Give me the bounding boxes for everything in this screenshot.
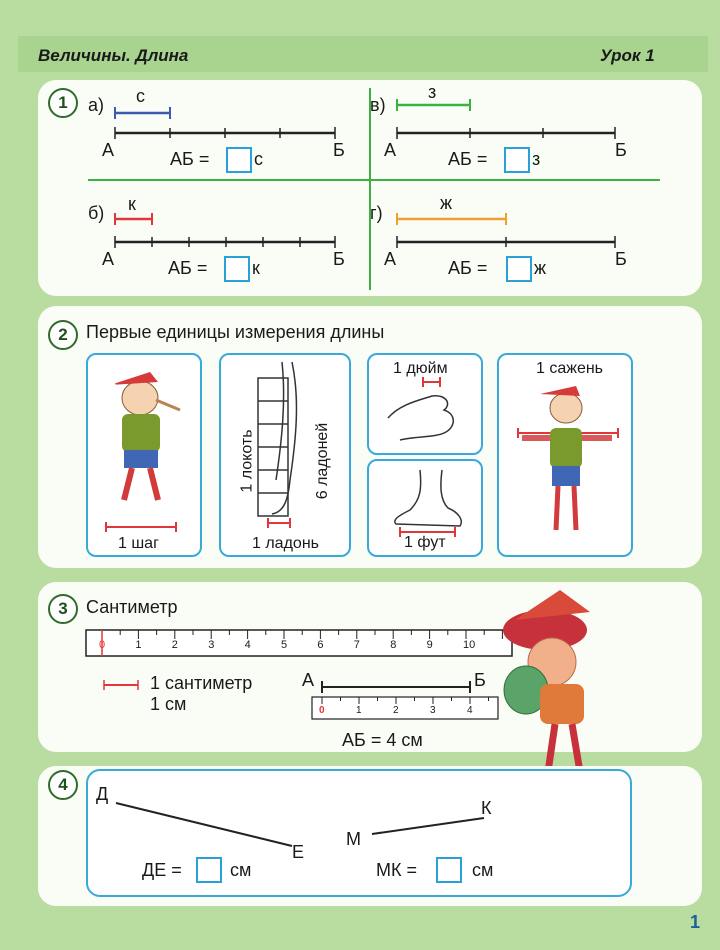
label-foot: 1 фут bbox=[404, 534, 446, 551]
task4-answer-mk[interactable] bbox=[436, 857, 462, 883]
task1v-point-b: Б bbox=[615, 140, 627, 160]
ruler-tick-label: 0 bbox=[99, 639, 106, 651]
task3-point-a: А bbox=[302, 670, 315, 690]
task1b-point-b: Б bbox=[333, 249, 345, 269]
point-d: Д bbox=[96, 784, 109, 804]
ruler-tick-label: 5 bbox=[281, 639, 288, 651]
legend-cm-short: 1 см bbox=[150, 694, 187, 714]
task1b-point-a: А bbox=[102, 249, 115, 269]
small-ruler-tick-label: 1 bbox=[356, 705, 362, 716]
label-elbow: 1 локоть bbox=[238, 429, 256, 493]
task1-number: 1 bbox=[48, 88, 78, 118]
task1a-seg-label: с bbox=[136, 86, 145, 106]
task1v-label: в) bbox=[370, 95, 386, 115]
task1a-point-a: А bbox=[102, 140, 115, 160]
label-palms: 6 ладоней bbox=[314, 422, 332, 500]
task4-number: 4 bbox=[48, 770, 78, 800]
small-ruler-tick-label: 3 bbox=[430, 705, 436, 716]
task1b-unit: к bbox=[252, 258, 260, 278]
task1v-unit: з bbox=[532, 149, 541, 169]
task1a-unit: с bbox=[254, 149, 263, 169]
task1a-point-b: Б bbox=[333, 140, 345, 160]
task1b-label: б) bbox=[88, 203, 105, 223]
small-ruler-tick-label: 0 bbox=[319, 705, 325, 716]
task1v-eq: АБ = bbox=[448, 149, 488, 169]
point-e: Е bbox=[292, 842, 305, 862]
ruler-tick-label: 6 bbox=[317, 639, 324, 651]
label-inch: 1 дюйм bbox=[393, 360, 448, 377]
point-k: К bbox=[481, 798, 492, 818]
task3-point-b: Б bbox=[474, 670, 486, 690]
task4-answer-de[interactable] bbox=[196, 857, 222, 883]
legend-cm-long: 1 сантиметр bbox=[150, 673, 253, 693]
task1g-point-a: А bbox=[384, 249, 397, 269]
page-title: Величины. Длина bbox=[38, 46, 189, 65]
task1g-eq: АБ = bbox=[448, 258, 488, 278]
task1g-unit: ж bbox=[534, 258, 547, 278]
task2-number: 2 bbox=[48, 320, 78, 350]
page-number: 1 bbox=[690, 912, 701, 932]
task4-eq1: ДЕ = bbox=[142, 860, 182, 880]
task3-title: Сантиметр bbox=[86, 597, 178, 617]
task1v-point-a: А bbox=[384, 140, 397, 160]
ruler-tick-label: 2 bbox=[171, 639, 178, 651]
task3-number: 3 bbox=[48, 594, 78, 624]
task1a-label: а) bbox=[88, 95, 105, 115]
task1b-eq: АБ = bbox=[168, 258, 208, 278]
task3-result: АБ = 4 см bbox=[342, 730, 423, 750]
task4-unit2: см bbox=[472, 860, 494, 880]
task1v-seg-label: з bbox=[428, 82, 437, 102]
lesson-label: Урок 1 bbox=[600, 46, 655, 65]
task1b-seg-label: к bbox=[128, 194, 136, 214]
point-m: М bbox=[346, 829, 361, 849]
task4-unit1: см bbox=[230, 860, 252, 880]
task2-title: Первые единицы измерения длины bbox=[86, 322, 385, 342]
ruler-tick-label: 4 bbox=[244, 639, 251, 651]
ruler-tick-label: 1 bbox=[135, 639, 142, 651]
segment-de bbox=[116, 803, 292, 846]
task1g-label: г) bbox=[370, 203, 383, 223]
task4-eq2: МК = bbox=[376, 860, 417, 880]
ruler-tick-label: 3 bbox=[208, 639, 215, 651]
label-step: 1 шаг bbox=[118, 535, 159, 552]
task1a-eq: АБ = bbox=[170, 149, 210, 169]
task1g-point-b: Б bbox=[615, 249, 627, 269]
label-sazhen: 1 сажень bbox=[536, 360, 604, 377]
ruler-tick-label: 9 bbox=[426, 639, 433, 651]
label-palm: 1 ладонь bbox=[252, 535, 319, 552]
small-ruler-tick-label: 2 bbox=[393, 705, 399, 716]
task1g-seg-label: ж bbox=[440, 193, 453, 213]
segment-mk bbox=[372, 818, 484, 834]
ruler-tick-label: 10 bbox=[463, 639, 476, 651]
small-ruler-tick-label: 4 bbox=[467, 705, 473, 716]
ruler-tick-label: 8 bbox=[390, 639, 397, 651]
ruler-tick-label: 7 bbox=[353, 639, 360, 651]
